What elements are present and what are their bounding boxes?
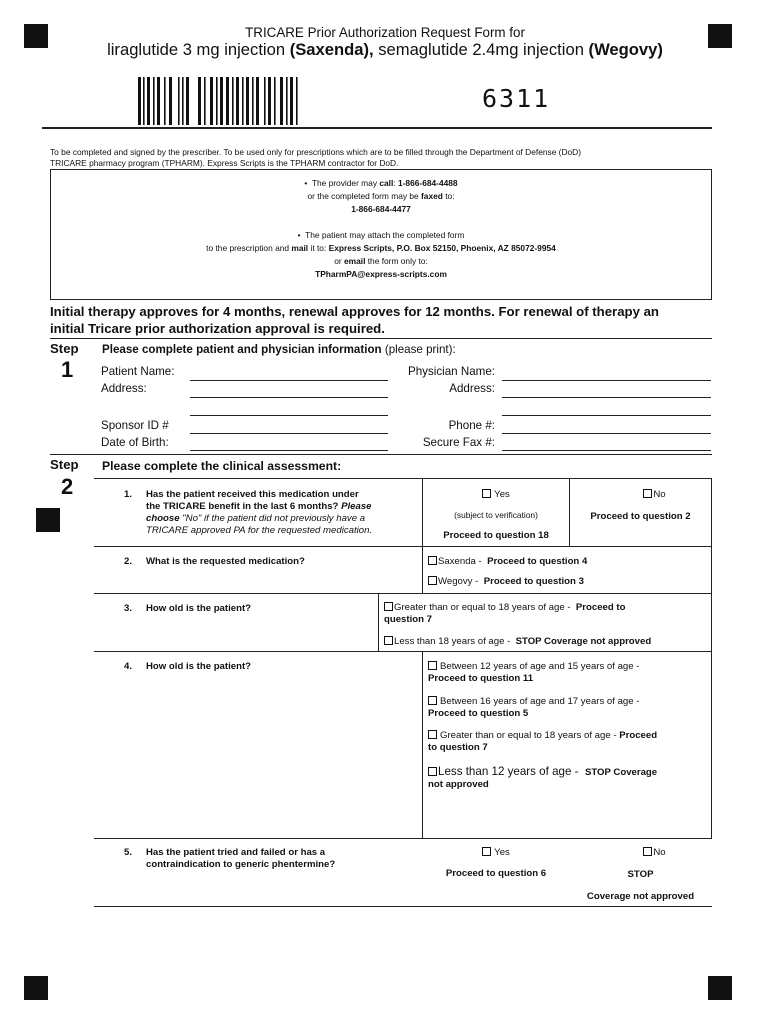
contact-patient — [50, 230, 712, 280]
physician-address-field-2[interactable] — [502, 415, 711, 416]
provider-call-prefix: The provider may — [311, 178, 380, 188]
q3-under-18-action: STOP Coverage not approved — [515, 636, 652, 647]
q4-under-12-action-a: STOP Coverage — [584, 767, 658, 778]
q2-saxenda-label: Saxenda - — [438, 556, 482, 567]
q1-yes-action: Proceed to question 18 — [443, 530, 549, 541]
phone-field[interactable] — [502, 433, 711, 434]
q2-wegovy-label: Wegovy - — [438, 576, 479, 587]
q4-12-15-label: Between 12 years of age and 15 years of age - — [440, 661, 640, 672]
q1-yes-checkbox[interactable] — [482, 489, 491, 498]
patient-address-field-1[interactable] — [190, 397, 388, 398]
q4-18-plus-action-a: Proceed — [619, 730, 658, 741]
q3-under-18-label: Less than 18 years of age - — [394, 636, 511, 647]
email-word: email — [343, 256, 366, 266]
q4-18-plus-label: Greater than or equal to 18 years of age - — [440, 730, 617, 741]
q4-12-15-action: Proceed to question 11 — [428, 673, 534, 684]
email-line — [50, 256, 712, 267]
drug1-brand: (Saxenda), — [289, 40, 374, 59]
q4-under-12-label: Less than 12 years of age - — [438, 765, 579, 778]
q4-under-12-checkbox[interactable] — [428, 767, 437, 776]
row3-bottom — [94, 651, 712, 652]
q4-option-16-17[interactable] — [428, 696, 710, 720]
q4-16-17-checkbox[interactable] — [428, 696, 437, 705]
q4-option-18-plus[interactable] — [428, 730, 710, 754]
q2-saxenda-action: Proceed to question 4 — [487, 556, 588, 567]
q1-number: 1. — [124, 489, 133, 500]
q1-text-line-c — [146, 513, 422, 525]
contact-provider — [50, 178, 712, 215]
notice-divider — [50, 338, 712, 339]
sponsor-id-field[interactable] — [190, 433, 388, 434]
q1-yes-cell — [423, 489, 569, 542]
q4-18-plus-action-b: to question 7 — [428, 742, 488, 753]
q1-text-b: the TRICARE benefit in the last 6 months? — [146, 501, 342, 512]
q3-under-18-checkbox[interactable] — [384, 636, 393, 645]
q5-yes-action: Proceed to question 6 — [445, 868, 547, 879]
step1-heading — [102, 343, 456, 357]
q5-yes-checkbox[interactable] — [482, 847, 491, 856]
step1-heading-rest: (please print): — [381, 343, 456, 356]
q3-18-plus-action-b: question 7 — [384, 614, 432, 625]
q3-option-18-plus[interactable] — [384, 602, 709, 626]
q1-yes-note: (subject to verification) — [454, 510, 538, 520]
q2-option-wegovy[interactable] — [428, 576, 584, 588]
q3-18-plus-label: Greater than or equal to 18 years of age - — [394, 602, 571, 613]
fax-number: 1-866-684-4477 — [351, 204, 411, 214]
table-right-border — [711, 478, 712, 838]
q1-text-c-rest: "No" if the patient did not previously have a — [179, 513, 366, 524]
fax-suffix: to: — [442, 191, 455, 201]
q5-no-cell — [570, 847, 711, 903]
mail-address: Express Scripts, P.O. Box 52150, Phoenix, AZ 85072-9954 — [328, 243, 556, 253]
header-divider — [42, 127, 712, 129]
q5-no-option[interactable] — [570, 847, 711, 859]
q4-divider — [422, 651, 423, 838]
q5-number: 5. — [124, 847, 133, 858]
fax-prefix: or the completed form may be — [307, 191, 422, 201]
q3-divider — [378, 593, 379, 651]
q5-no-action-a: STOP — [627, 869, 654, 880]
row4-bottom — [94, 838, 712, 839]
q4-16-17-action: Proceed to question 5 — [428, 708, 529, 719]
intro-line-2: TRICARE pharmacy program (TPHARM). Express Scripts is the TPHARM contractor for DoD. — [50, 158, 399, 168]
provider-fax-line — [50, 191, 712, 202]
q5-text-line-a: Has the patient tried and failed or has a — [146, 847, 326, 858]
provider-call-line: • The provider may call: 1-866-684-4488 — [304, 178, 458, 188]
notice-line-1: Initial therapy approves for 4 months, renewal approves for 12 months. For renewal of therapy an — [50, 304, 659, 319]
q2-wegovy-checkbox[interactable] — [428, 576, 437, 585]
table-top-line — [94, 478, 712, 479]
mail-prefix: to the prescription and — [206, 243, 292, 253]
q1-no-cell — [570, 489, 711, 523]
q4-option-under-12[interactable] — [428, 765, 710, 791]
step1-heading-bold: Please complete patient and physician information — [102, 343, 382, 356]
q2-saxenda-checkbox[interactable] — [428, 556, 437, 565]
step2-number: 2 — [61, 474, 74, 499]
q1-text-b-italic: Please — [341, 501, 372, 512]
patient-attach-line: • The patient may attach the completed form — [297, 230, 465, 240]
intro-text — [50, 147, 730, 169]
drug1-name: liraglutide 3 mg injection — [107, 40, 290, 59]
q2-divider — [422, 546, 423, 593]
q5-text — [146, 847, 416, 871]
intro-line-1: To be completed and signed by the prescriber. To be used only for prescriptions which are to be filled through the Department of Defense (DoD) — [50, 147, 582, 157]
q4-option-12-15[interactable] — [428, 661, 710, 685]
q3-18-plus-action-a: Proceed to — [575, 602, 626, 613]
q2-wegovy-action: Proceed to question 3 — [483, 576, 584, 587]
q3-text: How old is the patient? — [146, 603, 251, 614]
q1-text-line-a: Has the patient received this medication under — [146, 489, 359, 500]
physician-name-field[interactable] — [502, 380, 711, 381]
q5-yes-option[interactable] — [423, 847, 569, 859]
step1-label: Step — [50, 341, 79, 356]
registration-mark-bottom-right — [708, 976, 732, 1000]
q5-yes-cell — [423, 847, 569, 880]
drug-title — [0, 40, 770, 60]
form-number: 6311 — [482, 84, 551, 113]
provider-call-word: call — [379, 178, 394, 188]
table-bottom-line — [94, 906, 712, 907]
therapy-notice — [50, 303, 730, 337]
physician-address-field-1[interactable] — [502, 397, 711, 398]
q3-number: 3. — [124, 603, 133, 614]
sponsor-id-label: Sponsor ID # — [101, 419, 169, 432]
patient-address-label: Address: — [101, 382, 147, 395]
dob-field[interactable] — [190, 450, 388, 451]
q1-yes-label: Yes — [494, 489, 510, 500]
q1-text — [146, 489, 422, 537]
q5-text-line-b: contraindication to generic phentermine? — [146, 859, 336, 870]
mail-mid: it to: — [308, 243, 329, 253]
q4-under-12-action-b: not approved — [428, 779, 489, 790]
patient-name-field[interactable] — [190, 380, 388, 381]
registration-mark-bottom-left — [24, 976, 48, 1000]
physician-name-label: Physician Name: — [408, 365, 495, 378]
q1-text-line-b — [146, 501, 422, 513]
q4-text: How old is the patient? — [146, 661, 251, 672]
secure-fax-field[interactable] — [502, 450, 711, 451]
email-address-link[interactable]: TPharmPA@express-scripts.com — [315, 269, 447, 279]
q1-no-option[interactable] — [570, 489, 711, 501]
form-title: TRICARE Prior Authorization Request Form for — [245, 25, 525, 40]
phone-label: Phone #: — [448, 419, 495, 432]
email-prefix: or — [334, 256, 344, 266]
fax-word: faxed — [421, 191, 443, 201]
q5-no-action-b: Coverage not approved — [586, 891, 695, 902]
q5-no-checkbox[interactable] — [643, 847, 652, 856]
mail-line — [50, 243, 712, 254]
mail-word: mail — [291, 243, 309, 253]
physician-address-label: Address: — [449, 382, 495, 395]
provider-colon: : — [393, 178, 398, 188]
patient-name-label: Patient Name: — [101, 365, 175, 378]
q1-text-line-d: TRICARE approved PA for the requested medication. — [146, 525, 373, 536]
q2-text: What is the requested medication? — [146, 556, 305, 567]
row2-bottom — [94, 593, 712, 594]
email-suffix: the form only to: — [365, 256, 428, 266]
q2-number: 2. — [124, 556, 133, 567]
row1-bottom — [94, 546, 712, 547]
step1-divider — [50, 454, 712, 455]
secure-fax-label: Secure Fax #: — [422, 436, 495, 449]
barcode — [138, 77, 302, 125]
q4-12-15-checkbox[interactable] — [428, 661, 437, 670]
patient-address-field-2[interactable] — [190, 415, 388, 416]
q1-no-checkbox[interactable] — [643, 489, 652, 498]
q1-text-c: choose — [146, 513, 180, 524]
q3-18-plus-checkbox[interactable] — [384, 602, 393, 611]
patient-attach-text: The patient may attach the completed form — [305, 230, 465, 240]
drug2-name: semaglutide 2.4mg injection — [373, 40, 589, 59]
q5-no-label: No — [653, 847, 666, 858]
q4-16-17-label: Between 16 years of age and 17 years of age - — [440, 696, 640, 707]
q3-option-under-18[interactable] — [384, 636, 651, 648]
q4-number: 4. — [124, 661, 133, 672]
q4-18-plus-checkbox[interactable] — [428, 730, 437, 739]
q1-no-label: No — [653, 489, 666, 500]
registration-mark-mid-left — [36, 508, 60, 532]
q5-yes-label: Yes — [494, 847, 510, 858]
dob-label: Date of Birth: — [101, 436, 169, 449]
provider-phone: 1-866-684-4488 — [397, 178, 458, 188]
q1-yes-option[interactable] — [423, 489, 569, 501]
q2-option-saxenda[interactable] — [428, 556, 587, 568]
drug2-brand: (Wegovy) — [588, 40, 663, 59]
q1-no-action: Proceed to question 2 — [590, 511, 691, 522]
step2-label: Step — [50, 457, 79, 472]
notice-line-2: initial Tricare prior authorization approval is required. — [50, 321, 385, 336]
step1-number: 1 — [61, 357, 74, 382]
step2-heading: Please complete the clinical assessment: — [102, 459, 342, 473]
